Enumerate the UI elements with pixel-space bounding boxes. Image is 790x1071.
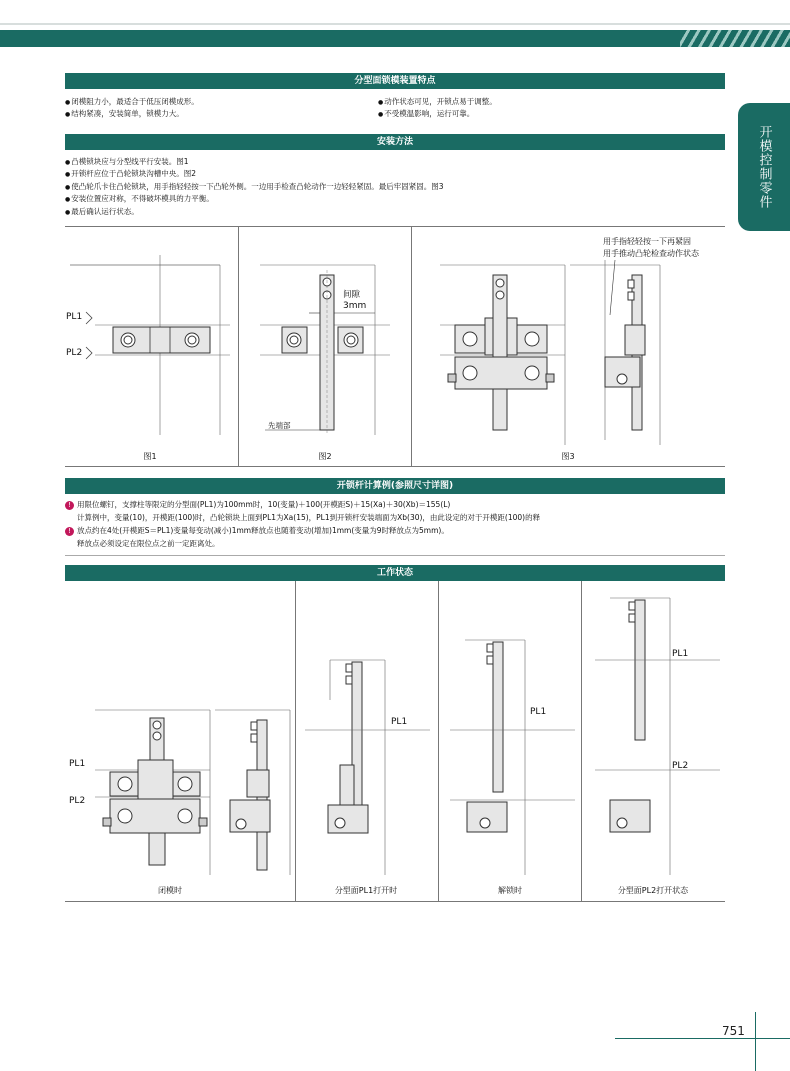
figure-2-caption: 图2 xyxy=(318,452,332,461)
figure-1-caption: 图1 xyxy=(143,452,157,461)
working-bottom-rule xyxy=(65,901,725,902)
features-title: 分型面锁模装置特点 xyxy=(65,73,725,89)
top-rule xyxy=(0,23,790,25)
warning-icon: ! xyxy=(65,501,74,510)
calc-title: 开锁杆计算例(参照尺寸详图) xyxy=(65,478,725,494)
state-1-caption: 闭模时 xyxy=(158,886,182,895)
feature-item: ● 闭模阻力小，最适合于低压闭模成形。 xyxy=(65,96,199,110)
pl2-label: PL2 xyxy=(69,796,86,806)
pl2-label: PL2 xyxy=(672,761,689,771)
pl1-label: PL1 xyxy=(69,759,86,769)
note-line-1: 用手指轻轻按一下再紧固 xyxy=(603,237,691,246)
calc-text: 用限位螺钉，支撑柱等限定的分型面(PL1)为100mm时，10(变量)＋100(开模距S)＋15(Xa)＋30(Xb)＝155(L) xyxy=(77,500,451,509)
side-category-tab[interactable] xyxy=(738,103,790,231)
figure-3-drawing xyxy=(420,240,720,450)
header-stripes xyxy=(680,30,790,47)
header-bar xyxy=(0,30,790,47)
figure-divider xyxy=(411,226,412,466)
state-3-caption: 解锁时 xyxy=(498,886,522,895)
calc-line-3 xyxy=(65,525,449,538)
working-divider xyxy=(295,581,296,901)
state-unlocked-drawing xyxy=(445,630,580,880)
feature-item: ● 动作状态可见，开锁点易于调整。 xyxy=(378,96,497,110)
tip-label: 先端部 xyxy=(268,421,291,430)
figure-divider xyxy=(238,226,239,466)
working-divider xyxy=(581,581,582,901)
feature-item: ● 结构紧凑，安装简单，锁模力大。 xyxy=(65,108,184,122)
calc-rule xyxy=(65,555,725,556)
state-2-caption: 分型面PL1打开时 xyxy=(334,886,398,895)
page-number: 751 xyxy=(722,1024,745,1038)
working-divider xyxy=(438,581,439,901)
feature-item: ● 不受模温影响，运行可靠。 xyxy=(378,108,474,122)
calc-text: 放点约在4处(开模距S＝PL1)变量每变动(减小)1mm释放点也随着变动(增加)1mm(变量为9时释放点为5mm)。 xyxy=(77,526,449,535)
figure-top-rule xyxy=(65,226,725,227)
gap-label: 间隙 xyxy=(343,290,361,300)
footer-divider xyxy=(755,1012,756,1071)
warning-icon: ! xyxy=(65,527,74,536)
figure-1-drawing xyxy=(60,255,235,445)
install-item: ● 最后确认运行状态。 xyxy=(65,206,139,220)
calc-line-1 xyxy=(65,499,450,512)
state-pl1-open-drawing xyxy=(300,650,435,880)
figure-3-caption: 图3 xyxy=(561,452,575,461)
install-item: ● 使凸轮爪卡住凸轮锁块，用手指轻轻按一下凸轮外侧。一边用手检查凸轮动作一边轻轻紧固。最后牢固紧固。图3 xyxy=(65,181,444,195)
footer-rule xyxy=(615,1038,790,1039)
pl1-label: PL1 xyxy=(530,707,547,717)
pl1-label: PL1 xyxy=(672,649,689,659)
state-pl2-open-drawing xyxy=(590,590,725,880)
install-item: ● 安装位置应对称，不得破坏模具的力平衡。 xyxy=(65,193,214,207)
side-tab-label: 开模控制零件 xyxy=(756,125,772,209)
calc-line-2: 计算例中，变量(10)，开模距(100)时，凸轮锁块上面到PL1为Xa(15)，PL1到开锁杆安装端面为Xb(30)，由此设定的对于开模距(100)的释 xyxy=(77,513,541,522)
calc-line-4: 释放点必须设定在限位点之前一定距离处。 xyxy=(77,539,220,548)
install-item: ● 开锁杆应位于凸轮锁块沟槽中央。图2 xyxy=(65,168,196,182)
install-item: ● 凸模锁块应与分型线平行安装。图1 xyxy=(65,156,189,170)
figure-2-drawing xyxy=(245,255,410,445)
pl2-label: PL2 xyxy=(66,348,83,358)
working-title: 工作状态 xyxy=(65,565,725,581)
state-4-caption: 分型面PL2打开状态 xyxy=(617,886,689,895)
state-closed-drawing xyxy=(65,700,295,880)
install-title: 安装方法 xyxy=(65,134,725,150)
figure-bottom-rule xyxy=(65,466,725,467)
pl1-label: PL1 xyxy=(66,312,83,322)
gap-value: 3mm xyxy=(343,301,367,311)
pl1-label: PL1 xyxy=(391,717,408,727)
note-line-2: 用手推动凸轮检查动作状态 xyxy=(603,249,699,258)
